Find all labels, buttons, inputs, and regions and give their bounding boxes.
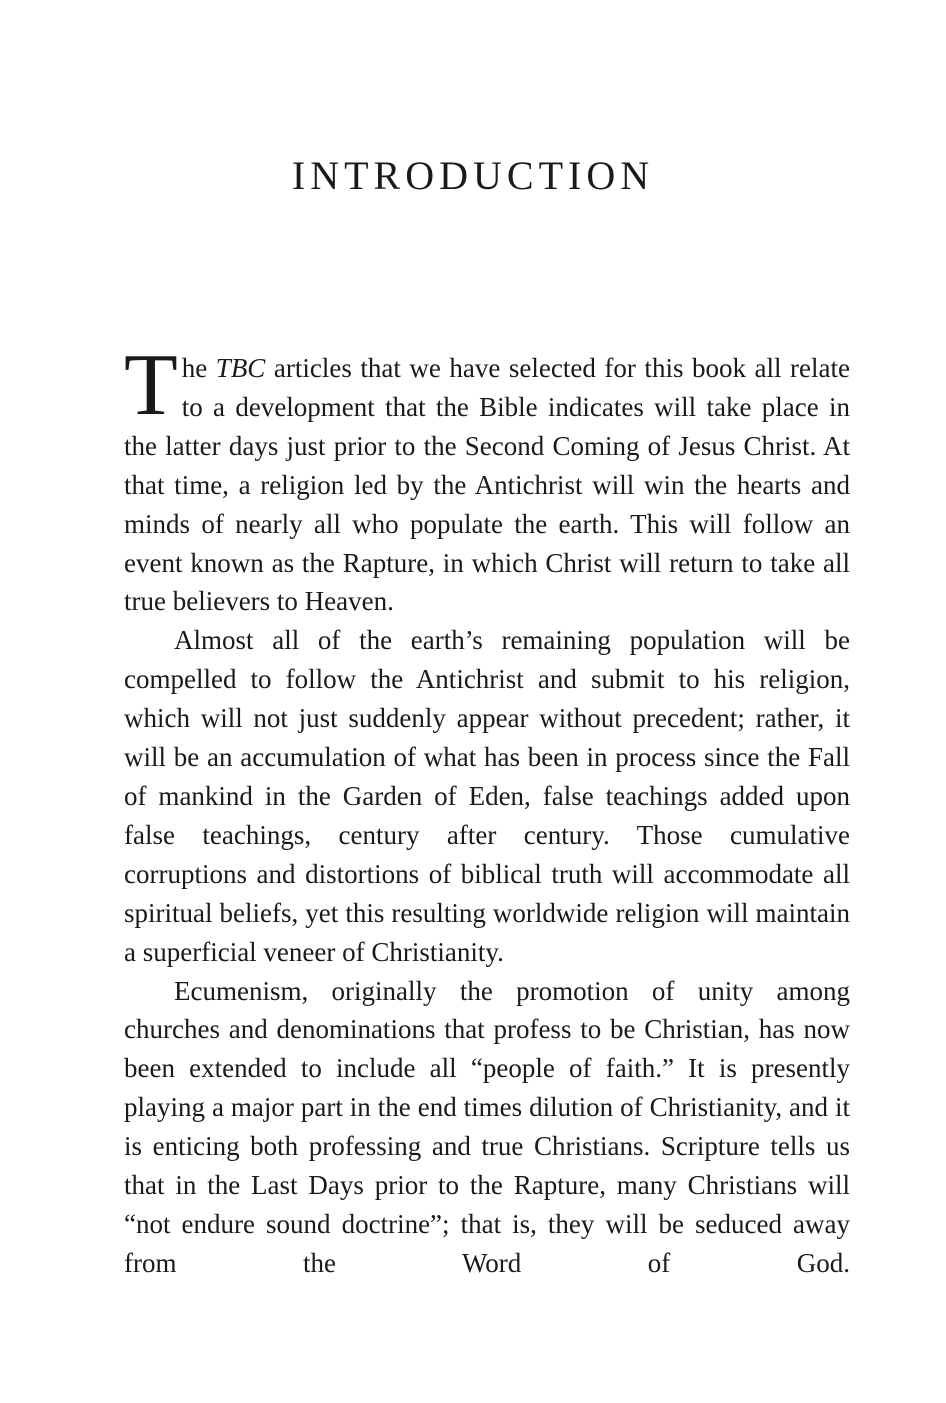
paragraph-1-lead: he [181,353,216,383]
paragraph-1 [124,337,851,621]
paragraph-2: Almost all of the earth’s remaining population will be compelled to follow the Antichrist and submit to his religion, which will not just suddenly appear without precedent; rather, it will be an accumulation of what has been in process since the Fall of mankind in the Garden of Eden, false teachings added upon false teachings, century after century. Those cumulative corruptions and distortions of biblical truth will accommodate all spiritual beliefs, yet this resulting worldwide religion will maintain a superficial veneer of Christianity. [124,625,850,967]
paragraph-1-italic: TBC [215,353,266,383]
chapter-title: INTRODUCTION [291,153,655,198]
body-text [124,337,851,1283]
paragraph-3: Ecumenism, originally the promotion of unity among churches and denominations that profess to be Christian, has now been extended to include all “people of faith.” It is presently playing a major part in the end times dilution of Christianity, and it is enticing both professing and true Christians. Scripture tells us that in the Last Days prior to the Rapture, many Christians will “not endure sound doctrine”; that is, they will be seduced away from the Word of God. [124,975,850,1278]
drop-cap: T [124,337,178,434]
paragraph-1-rest: articles that we have selected for this book all relate to a development that the Bible indicates will take place in the latter days just prior to the Second Coming of Jesus Christ. At that time, a religion led by the Antichrist will win the hearts and minds of nearly all who populate the earth. This will follow an event known as the Rapture, in which Christ will return to take all true believers to Heaven. [124,353,851,617]
